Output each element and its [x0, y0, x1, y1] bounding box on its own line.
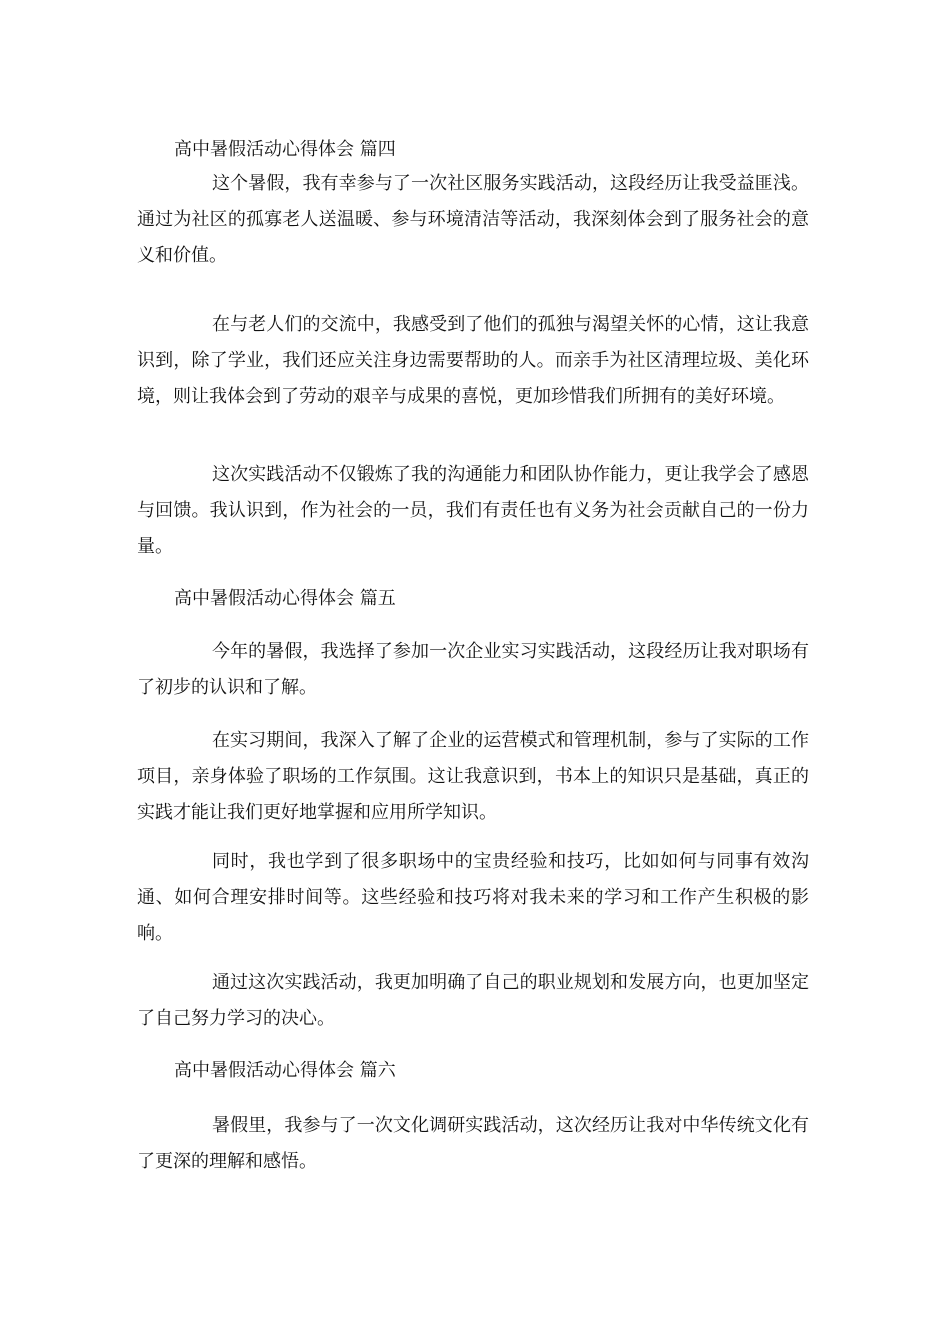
paragraph: 在实习期间，我深入了解了企业的运营模式和管理机制，参与了实际的工作项目，亲身体验了职场的工作氛围。这让我意识到，书本上的知识只是基础，真正的实践才能让我们更好地掌握和应用所学知识。 [137, 730, 809, 823]
paragraph: 通过这次实践活动，我更加明确了自己的职业规划和发展方向，也更加坚定了自己努力学习的决心。 [137, 972, 809, 1029]
paragraph: 暑假里，我参与了一次文化调研实践活动，这次经历让我对中华传统文化有了更深的理解和感悟。 [137, 1115, 809, 1172]
section-heading-5: 高中暑假活动心得体会 篇五 [174, 588, 396, 609]
section-heading-6: 高中暑假活动心得体会 篇六 [174, 1060, 396, 1081]
paragraph: 今年的暑假，我选择了参加一次企业实习实践活动，这段经历让我对职场有了初步的认识和了解。 [137, 641, 809, 698]
section-heading-4: 高中暑假活动心得体会 篇四 [174, 139, 396, 160]
paragraph: 这次实践活动不仅锻炼了我的沟通能力和团队协作能力，更让我学会了感恩与回馈。我认识到，作为社会的一员，我们有责任也有义务为社会贡献自己的一份力量。 [137, 464, 809, 557]
paragraph: 这个暑假，我有幸参与了一次社区服务实践活动，这段经历让我受益匪浅。通过为社区的孤寡老人送温暖、参与环境清洁等活动，我深刻体会到了服务社会的意义和价值。 [137, 173, 809, 266]
paragraph: 在与老人们的交流中，我感受到了他们的孤独与渴望关怀的心情，这让我意识到，除了学业，我们还应关注身边需要帮助的人。而亲手为社区清理垃圾、美化环境，则让我体会到了劳动的艰辛与成果的喜悦，更加珍惜我们所拥有的美好环境。 [137, 314, 809, 407]
paragraph: 同时，我也学到了很多职场中的宝贵经验和技巧，比如如何与同事有效沟通、如何合理安排时间等。这些经验和技巧将对我未来的学习和工作产生积极的影响。 [137, 851, 809, 944]
